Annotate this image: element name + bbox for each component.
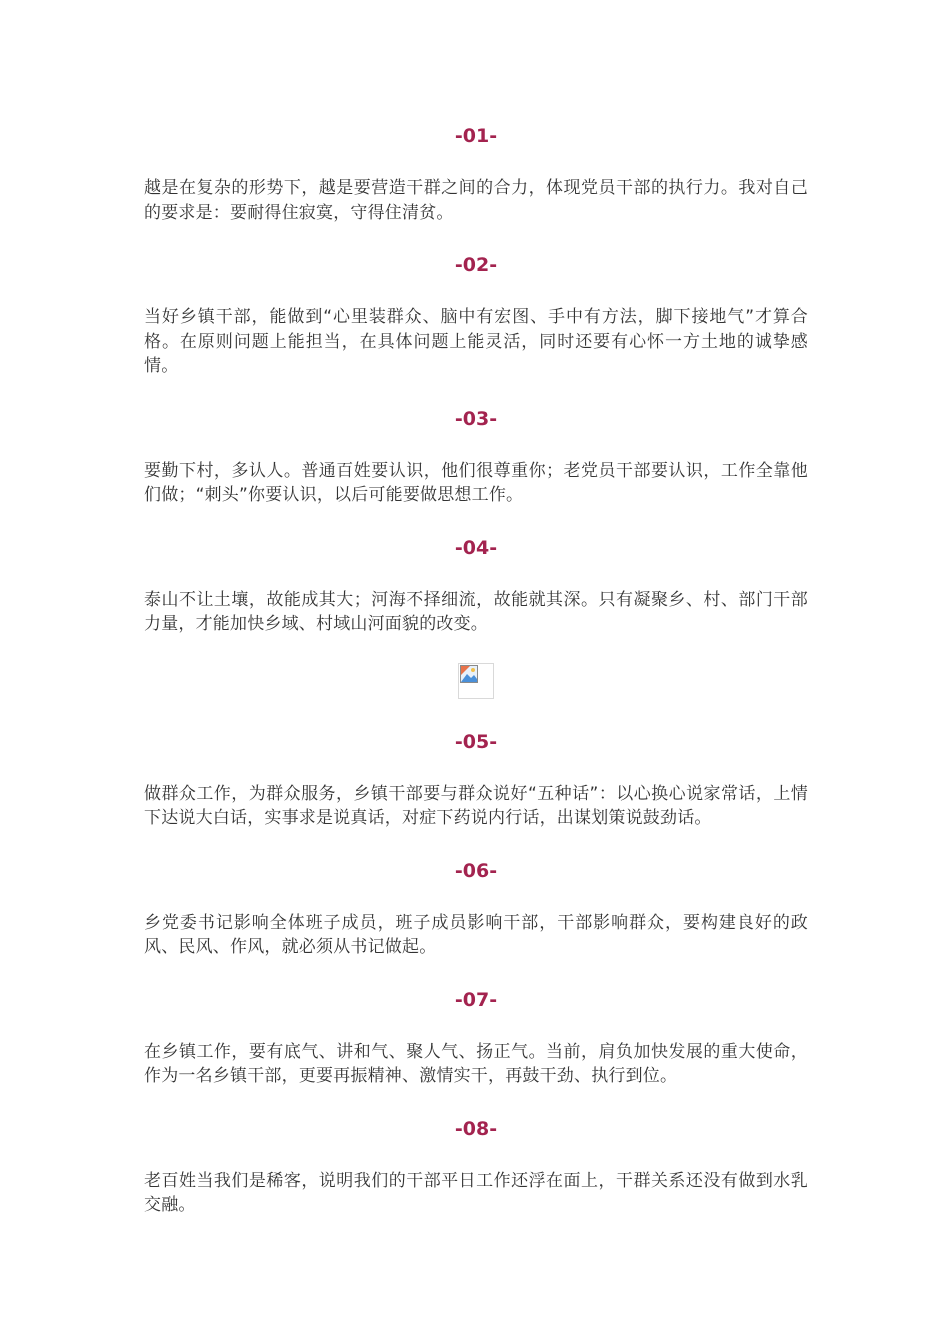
broken-image-icon: [460, 665, 478, 683]
section-number-08: -08-: [454, 1117, 498, 1140]
section-number-01: -01-: [454, 125, 498, 147]
section-number-04: -04-: [454, 536, 498, 559]
paragraph-04: 泰山不让土壤，故能成其大；河海不择细流，故能就其深。只有凝聚乡、村、部门干部力量，才能加快乡域、村域山河面貌的改变。: [144, 589, 808, 634]
section-number-02: -02-: [454, 254, 498, 276]
section-number-05: -05-: [454, 730, 498, 753]
broken-image: [458, 663, 494, 699]
paragraph-01: 越是在复杂的形势下，越是要营造干群之间的合力，体现党员干部的执行力。我对自己的要求是：要耐得住寂寞，守得住清贫。: [144, 178, 808, 223]
paragraph-08: 老百姓当我们是稀客，说明我们的干部平日工作还浮在面上，干群关系还没有做到水乳交融。: [144, 1170, 808, 1215]
paragraph-03: 要勤下村，多认人。普通百姓要认识，他们很尊重你；老党员干部要认识，工作全靠他们做；“刺头”你要认识，以后可能要做思想工作。: [144, 460, 808, 505]
section-number-06: -06-: [454, 859, 498, 882]
paragraph-06: 乡党委书记影响全体班子成员，班子成员影响干部，干部影响群众，要构建良好的政风、民风、作风，就必须从书记做起。: [144, 912, 808, 957]
paragraph-02: 当好乡镇干部，能做到“心里装群众、脑中有宏图、手中有方法，脚下接地气”才算合格。在原则问题上能担当，在具体问题上能灵活，同时还要有心怀一方土地的诚挚感情。: [144, 307, 808, 376]
paragraph-05: 做群众工作，为群众服务，乡镇干部要与群众说好“五种话”：以心换心说家常话，上情下达说大白话，实事求是说真话，对症下药说内行话，出谋划策说鼓劲话。: [144, 783, 808, 828]
section-number-07: -07-: [454, 988, 498, 1011]
section-number-03: -03-: [454, 407, 498, 430]
article-body: [144, 122, 808, 1218]
paragraph-07: 在乡镇工作，要有底气、讲和气、聚人气、扬正气。当前，肩负加快发展的重大使命，作为一名乡镇干部，更要再振精神、激情实干，再鼓干劲、执行到位。: [144, 1041, 808, 1086]
